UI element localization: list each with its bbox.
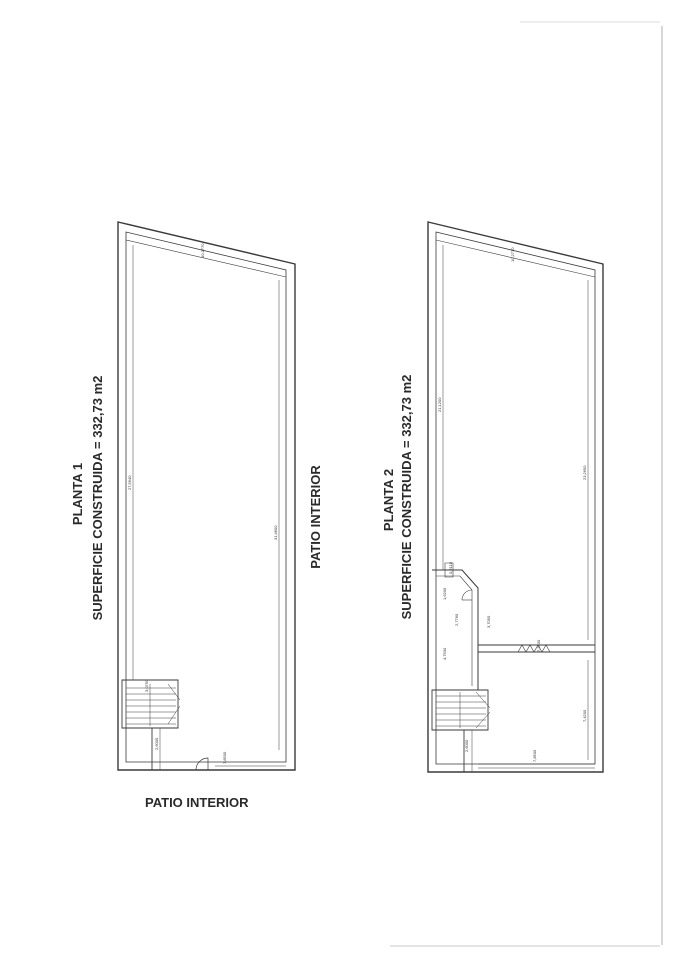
- patio-interior-bottom-label: PATIO INTERIOR: [145, 795, 249, 810]
- plan-1-dim-top: 10,2770: [200, 243, 205, 258]
- plan-2-dim-room-a: 2,7760: [454, 613, 459, 626]
- plan-1-dim-right: 31,4600: [273, 525, 278, 540]
- plan-1-dim-bottom-right: 7,8500: [222, 751, 227, 764]
- plan-1-title: PLANTA 1: [70, 462, 85, 526]
- plan-2-dim-left-mid: 1,6200: [442, 587, 447, 600]
- plan-2-dim-left-low: 4,7500: [442, 647, 447, 660]
- plan-2-dim-left: 21,1200: [437, 397, 442, 412]
- patio-interior-vertical-label: PATIO INTERIOR: [308, 465, 323, 569]
- plan-2-dim-top: 10,2770: [510, 247, 515, 262]
- plan-2-dim-bottom-right: 7,8500: [532, 749, 537, 762]
- plan-1-surface: SUPERFICIE CONSTRUIDA = 332,73 m2: [90, 375, 105, 621]
- plan-2-surface: SUPERFICIE CONSTRUIDA = 332,73 m2: [399, 374, 414, 620]
- plan-2-dim-right: 23,2650: [582, 465, 587, 480]
- plan-2-title: PLANTA 2: [381, 468, 396, 532]
- plan-2-dim-diagonal: 7,3100: [536, 639, 541, 652]
- plan-1-dim-bottom-left: 2,6000: [154, 737, 159, 750]
- plan-2-dim-room-b: 3,7050: [486, 615, 491, 628]
- plan-1-dim-stair: 3,0750: [144, 679, 149, 692]
- plan-2-dim-small-top: 0,2110: [448, 562, 453, 574]
- plan-2-dim-right-low: 7,4200: [582, 709, 587, 722]
- plan-1-dim-left: 27,5640: [127, 475, 132, 490]
- plan-2-dim-bottom-left: 2,6000: [464, 739, 469, 752]
